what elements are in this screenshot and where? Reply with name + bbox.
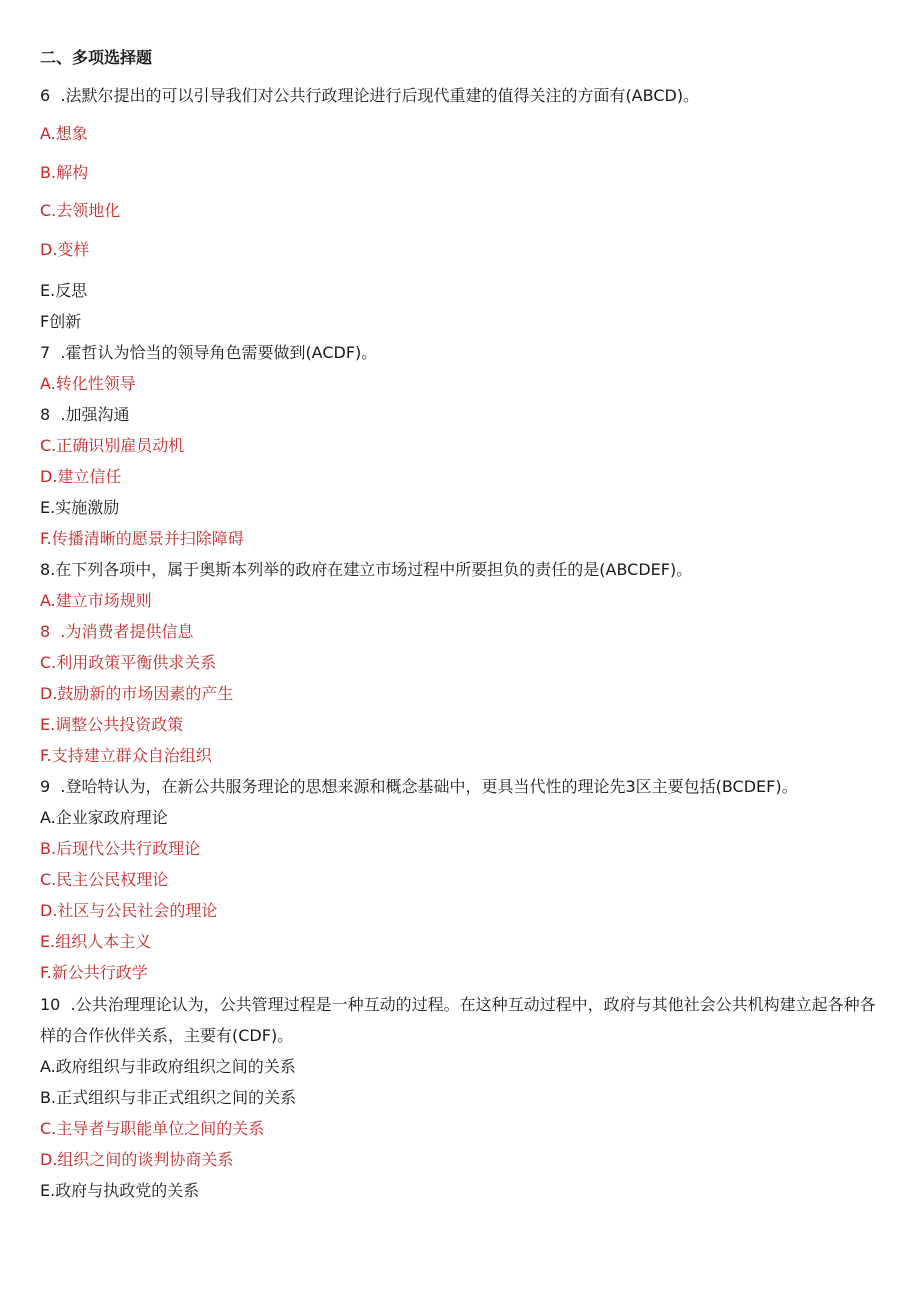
option-q6-f: F创新 bbox=[40, 312, 82, 331]
option-q9-d: D.社区与公民社会的理论 bbox=[40, 901, 218, 920]
option-q7-a: A.转化性领导 bbox=[40, 374, 136, 393]
option-q10-b: B.正式组织与非正式组织之间的关系 bbox=[40, 1088, 297, 1107]
option-q9-e: E.组织人本主义 bbox=[40, 932, 152, 951]
option-q6-d: D.变样 bbox=[40, 240, 90, 259]
question-10: 10 .公共治理理论认为，公共管理过程是一种互动的过程。在这种互动过程中，政府与其他社会公共机构建立起各种各样的合作伙伴关系，主要有(CDF)。 bbox=[40, 995, 876, 1045]
option-q9-c: C.民主公民权理论 bbox=[40, 870, 169, 889]
option-q8-a: A.建立市场规则 bbox=[40, 591, 152, 610]
option-q7-f: F.传播清晰的愿景并扫除障碍 bbox=[40, 529, 244, 548]
option-q6-c: C.去领地化 bbox=[40, 201, 121, 220]
option-q7-e: E.实施激励 bbox=[40, 498, 120, 517]
section-heading: 二、多项选择题 bbox=[40, 48, 153, 67]
option-q8-b: 8 .为消费者提供信息 bbox=[40, 622, 194, 641]
option-q6-e: E.反思 bbox=[40, 281, 88, 300]
option-q10-c: C.主导者与职能单位之间的关系 bbox=[40, 1119, 265, 1138]
option-q10-a: A.政府组织与非政府组织之间的关系 bbox=[40, 1057, 296, 1076]
option-q8-c: C.利用政策平衡供求关系 bbox=[40, 653, 217, 672]
option-q9-b: B.后现代公共行政理论 bbox=[40, 839, 201, 858]
option-q8-f: F.支持建立群众自治组织 bbox=[40, 746, 212, 765]
option-q8-e: E.调整公共投资政策 bbox=[40, 715, 184, 734]
option-q8-d: D.鼓励新的市场因素的产生 bbox=[40, 684, 234, 703]
question-9: 9 .登哈特认为，在新公共服务理论的思想来源和概念基础中，更具当代性的理论先3区主要包括(BCDEF)。 bbox=[40, 777, 798, 796]
option-q7-d: D.建立信任 bbox=[40, 467, 122, 486]
option-q10-d: D.组织之间的谈判协商关系 bbox=[40, 1150, 234, 1169]
option-q7-b: 8 .加强沟通 bbox=[40, 405, 130, 424]
option-q9-a: A.企业家政府理论 bbox=[40, 808, 168, 827]
question-6: 6 .法默尔提出的可以引导我们对公共行政理论进行后现代重建的值得关注的方面有(ABCD)。 bbox=[40, 86, 700, 105]
question-8: 8.在下列各项中，属于奥斯本列举的政府在建立市场过程中所要担负的责任的是(ABCDEF)。 bbox=[40, 560, 693, 579]
option-q7-c: C.正确识别雇员动机 bbox=[40, 436, 185, 455]
option-q6-a: A.想象 bbox=[40, 124, 88, 143]
option-q10-e: E.政府与执政党的关系 bbox=[40, 1181, 200, 1200]
option-q9-f: F.新公共行政学 bbox=[40, 963, 148, 982]
question-7: 7 .霍哲认为恰当的领导角色需要做到(ACDF)。 bbox=[40, 343, 378, 362]
option-q6-b: B.解构 bbox=[40, 163, 89, 182]
